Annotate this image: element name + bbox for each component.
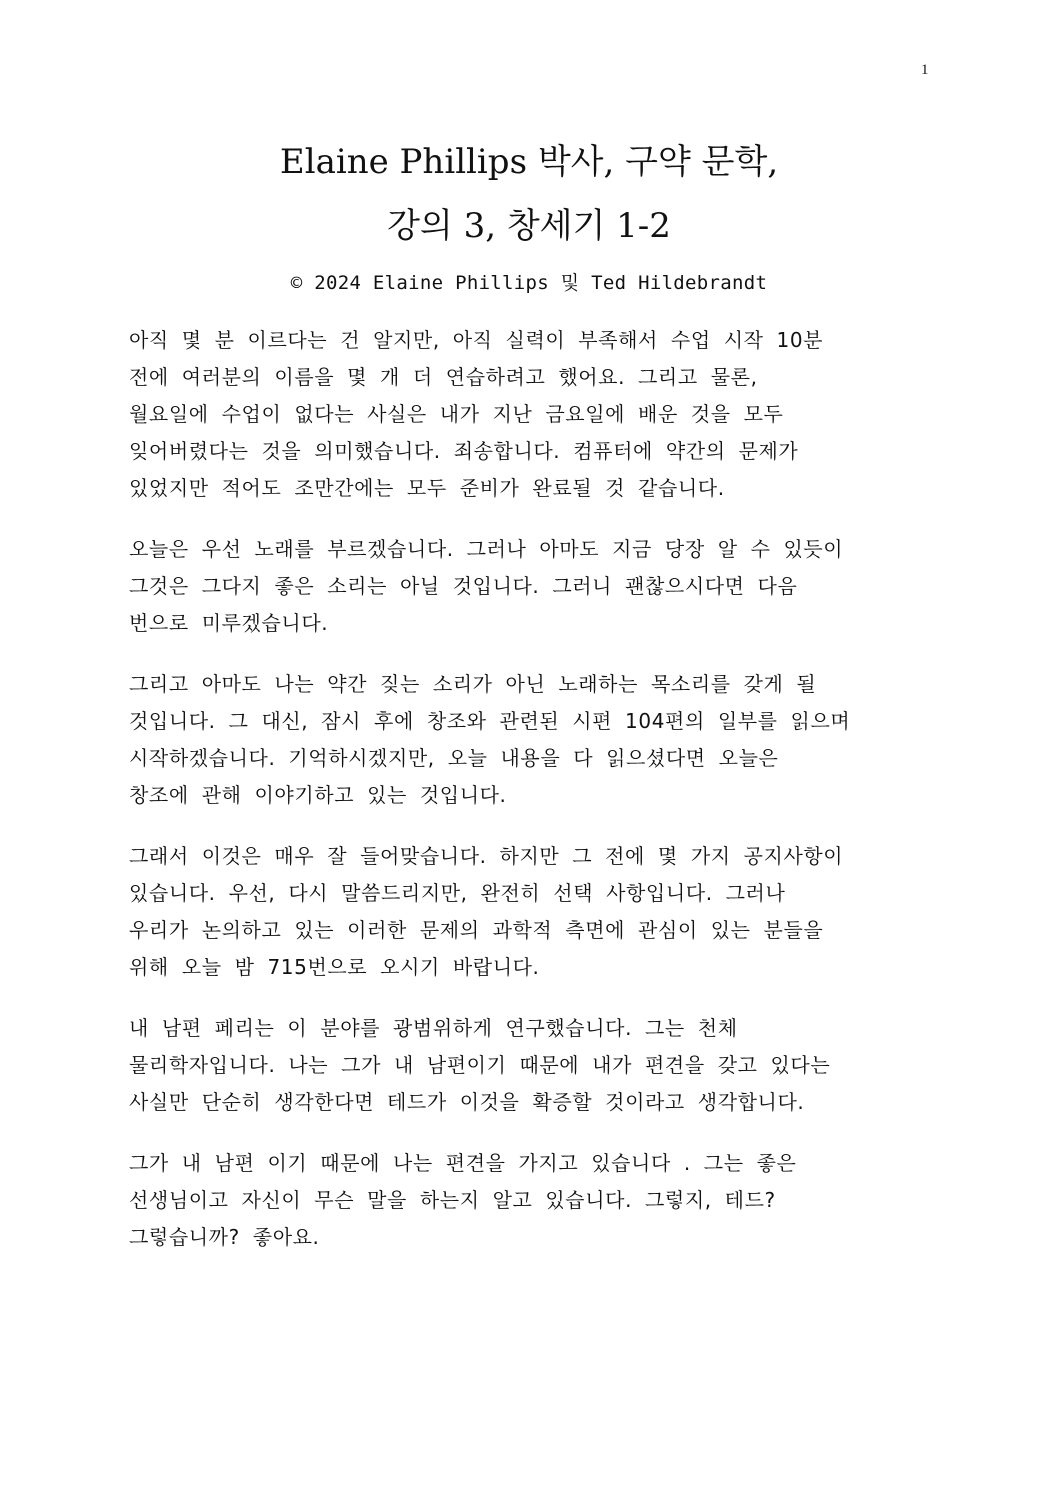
text-line: 있습니다. 우선, 다시 말씀드리지만, 완전히 선택 사항입니다. 그러나 [129,881,786,905]
text-line: 그리고 아마도 나는 약간 짖는 소리가 아닌 노래하는 목소리를 갖게 될 [129,672,817,696]
text-line: 그래서 이것은 매우 잘 들어맞습니다. 하지만 그 전에 몇 가지 공지사항이 [129,844,844,868]
text-line: 창조에 관해 이야기하고 있는 것입니다. [129,783,507,807]
paragraph [129,666,929,814]
text-line: 그것은 그다지 좋은 소리는 아닐 것입니다. 그러니 괜찮으시다면 다음 [129,574,798,598]
copyright-notice: © 2024 Elaine Phillips 및 Ted Hildebrandt [290,272,768,294]
text-line: 아직 몇 분 이르다는 건 알지만, 아직 실력이 부족해서 수업 시작 10분 [129,328,824,352]
text-line: 오늘은 우선 노래를 부르겠습니다. 그러나 아마도 지금 당장 알 수 있듯이 [129,537,844,561]
text-line: 월요일에 수업이 없다는 사실은 내가 지난 금요일에 배운 것을 모두 [129,402,784,426]
text-line: 전에 여러분의 이름을 몇 개 더 연습하려고 했어요. 그리고 물론, [129,365,758,389]
text-line: 선생님이고 자신이 무슨 말을 하는지 알고 있습니다. 그렇지, 테드? [129,1188,776,1212]
text-line: 우리가 논의하고 있는 이러한 문제의 과학적 측면에 관심이 있는 분들을 [129,918,824,942]
text-line: 있었지만 적어도 조만간에는 모두 준비가 완료될 것 같습니다. [129,476,725,500]
text-line: 번으로 미루겠습니다. [129,611,329,635]
text-line: 시작하겠습니다. 기억하시겠지만, 오늘 내용을 다 읽으셨다면 오늘은 [129,746,779,770]
paragraph [129,838,929,986]
text-line: 잊어버렸다는 것을 의미했습니다. 죄송합니다. 컴퓨터에 약간의 문제가 [129,439,799,463]
paragraph [129,531,929,642]
text-line: 위해 오늘 밤 715번으로 오시기 바랍니다. [129,955,540,979]
text-line: 그가 내 남편 이기 때문에 나는 편견을 가지고 있습니다 . 그는 좋은 [129,1151,797,1175]
paragraph [129,322,929,507]
text-line: 내 남편 페리는 이 분야를 광범위하게 연구했습니다. 그는 천체 [129,1016,738,1040]
text-line: 것입니다. 그 대신, 잠시 후에 창조와 관련된 시편 104편의 일부를 읽으며 [129,709,851,733]
text-line: 그렇습니까? 좋아요. [129,1225,320,1249]
document-title-line-1: Elaine Phillips 박사, 구약 문학, [279,142,779,182]
document-title-line-2: 강의 3, 창세기 1-2 [387,206,671,246]
paragraph [129,1145,929,1256]
text-line: 사실만 단순히 생각한다면 테드가 이것을 확증할 것이라고 생각합니다. [129,1090,805,1114]
page-number: 1 [921,62,929,78]
transcript-body [129,322,929,1280]
text-line: 물리학자입니다. 나는 그가 내 남편이기 때문에 내가 편견을 갖고 있다는 [129,1053,831,1077]
paragraph [129,1010,929,1121]
